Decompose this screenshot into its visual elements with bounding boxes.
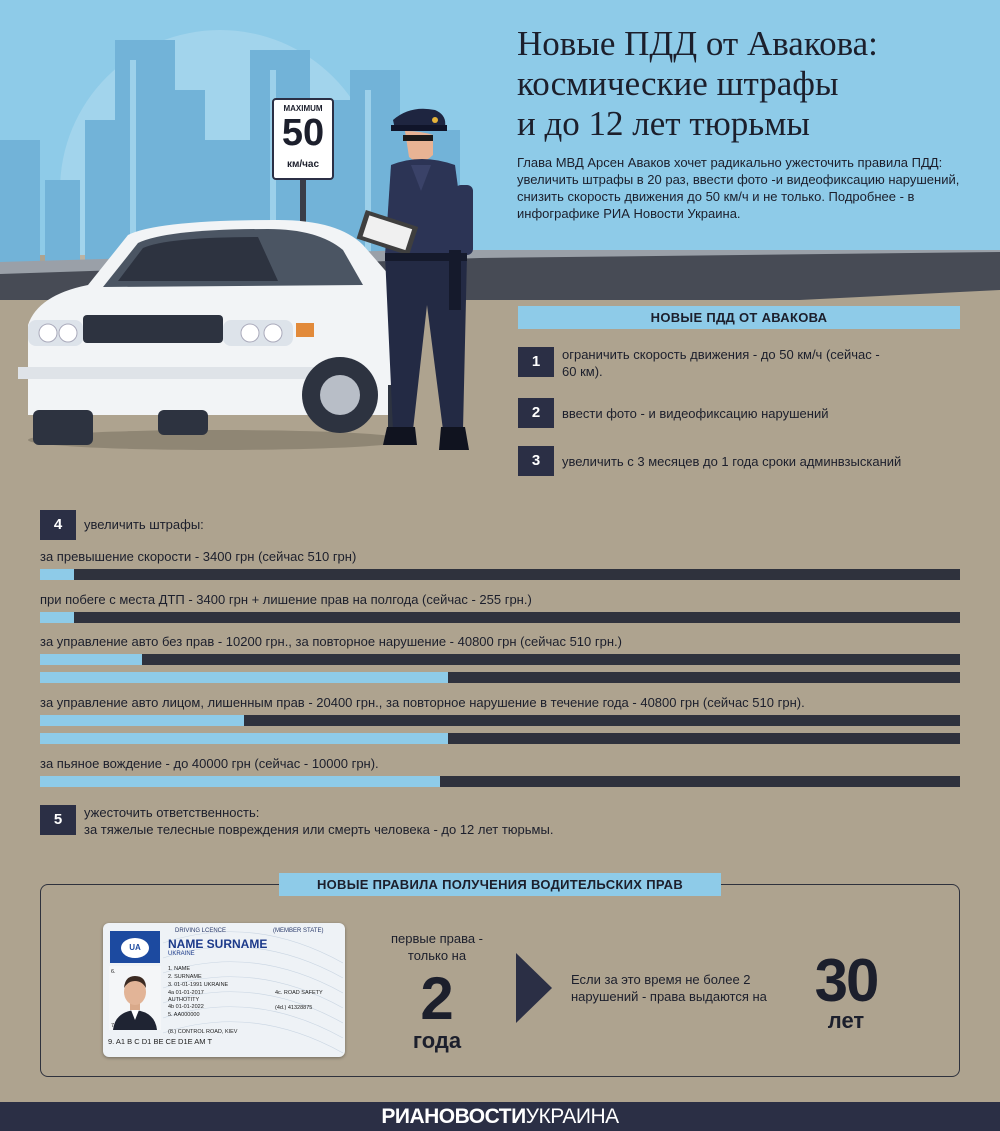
fine-bar-3a — [40, 654, 960, 665]
final-rights-value: 30 — [814, 947, 878, 1014]
card-field-7: 7. — [111, 1023, 116, 1029]
rule-text-3: увеличить с 3 месяцев до 1 года сроки админвзысканий — [562, 454, 902, 469]
brand-light: УКРАИНА — [525, 1105, 619, 1128]
fine-bar-fill — [40, 672, 448, 683]
card-member-state: (MEMBER STATE) — [273, 928, 324, 934]
card-field-4d: (4d.) 41328875 — [275, 1005, 313, 1011]
fine-label-3: за управление авто без прав - 10200 грн., за повторное нарушение - 40800 грн (сейчас 510 грн.) — [40, 634, 622, 649]
rule-number-3: 3 — [518, 446, 554, 476]
card-field-3: 3. 01-01-1991 UKRAINE — [168, 982, 229, 988]
fine-bar-fill — [40, 654, 142, 665]
brand-bold: РИАНОВОСТИ — [381, 1105, 526, 1128]
card-holder-name: NAME SURNAME — [168, 937, 268, 951]
license-heading: НОВЫЕ ПРАВИЛА ПОЛУЧЕНИЯ ВОДИТЕЛЬСКИХ ПРАВ — [279, 873, 721, 896]
fine-bar-4b — [40, 733, 960, 744]
main-title — [517, 24, 987, 144]
fine-label-5: за пьяное вождение - до 40000 грн (сейчас - 10000 грн). — [40, 756, 379, 771]
condition-text: Если за это время не более 2 нарушений - права выдаются на — [571, 972, 767, 1004]
card-field-4a: 4a 01-01-2017 — [168, 990, 204, 996]
policeman-illustration — [355, 105, 495, 460]
card-categories: 9. A1 B C D1 BE CE D1E AM T — [108, 1037, 213, 1046]
fine-bar-3b — [40, 672, 960, 683]
card-field-6: 6. — [111, 969, 116, 975]
final-rights-unit: лет — [827, 1008, 865, 1033]
brand-logo — [0, 1102, 1000, 1131]
liability-number: 5 — [40, 805, 76, 835]
country-code: UA — [121, 938, 149, 958]
speed-sign-value: 50 — [281, 112, 325, 154]
portrait-photo — [109, 966, 161, 1030]
card-driving-licence: DRIVING LCENCE — [175, 928, 227, 934]
fine-bar-fill — [40, 733, 448, 744]
card-field-8: (8.) CONTROL ROAD, KIEV — [168, 1029, 238, 1035]
fine-bar-4a — [40, 715, 960, 726]
fine-bar-fill — [40, 569, 74, 580]
card-field-2: 2. SURNAME — [168, 974, 202, 980]
footer — [0, 1102, 1000, 1131]
title-line-2: космические штрафы — [517, 64, 839, 103]
title-line-1: Новые ПДД от Авакова: — [517, 24, 878, 63]
fine-bar-5 — [40, 776, 960, 787]
card-field-4c: 4c. ROAD SAFETY — [275, 990, 323, 996]
card-country: UKRAINE — [168, 951, 195, 957]
first-rights-unit: года — [412, 1028, 462, 1053]
first-rights-text: первые права - только на — [390, 931, 484, 963]
driving-licence-card — [103, 923, 345, 1057]
arrow-right-icon — [515, 952, 553, 1024]
card-field-1: 1. NAME — [168, 966, 191, 972]
fine-bar-fill — [40, 715, 244, 726]
fine-bar-fill — [40, 612, 74, 623]
fine-bar-fill — [40, 776, 440, 787]
fine-bar-2 — [40, 612, 960, 623]
fines-number: 4 — [40, 510, 76, 540]
fine-label-4: за управление авто лицом, лишенным прав - 20400 грн., за повторное нарушение в течение года - 40800 грн (сейчас 510 грн). — [40, 695, 805, 710]
fine-bar-1 — [40, 569, 960, 580]
liability-line-2: за тяжелые телесные повреждения или смерть человека - до 12 лет тюрьмы. — [84, 822, 554, 837]
card-photo — [109, 966, 161, 1030]
card-field-5: 5. AA000000 — [168, 1012, 200, 1018]
rules-heading: НОВЫЕ ПДД ОТ АВАКОВА — [518, 306, 960, 329]
title-line-3: и до 12 лет тюрьмы — [517, 104, 810, 143]
fine-label-1: за превышение скорости - 3400 грн (сейчас 510 грн) — [40, 549, 357, 564]
lede-text: Глава МВД Арсен Аваков хочет радикально ужесточить правила ПДД: увеличить штрафы в 20 раз, ввести фото -и видеофиксацию нарушений, снизить скорость движения до 50 км/ч и не только. Подробнее - в инфографике РИА Новости Украина. — [517, 155, 960, 221]
rule-text-1: ограничить скорость движения - до 50 км/ч (сейчас - 60 км). — [562, 347, 880, 379]
rule-number-2: 2 — [518, 398, 554, 428]
speed-sign-top: MAXIMUM — [283, 104, 323, 113]
rule-number-1: 1 — [518, 347, 554, 377]
speed-sign-unit: км/час — [286, 159, 320, 170]
liability-line-1: ужесточить ответственность: — [84, 805, 260, 820]
card-field-4b: 4b 01-01-2022 — [168, 1004, 204, 1010]
fine-label-2: при побеге с места ДТП - 3400 грн + лишение прав на полгода (сейчас - 255 грн.) — [40, 592, 532, 607]
card-field-4b-authority: AUTHOTITY — [168, 997, 200, 1003]
rule-text-2: ввести фото - и видеофиксацию нарушений — [562, 406, 829, 421]
first-rights-value: 2 — [420, 965, 454, 1032]
fines-heading: увеличить штрафы: — [84, 517, 204, 532]
